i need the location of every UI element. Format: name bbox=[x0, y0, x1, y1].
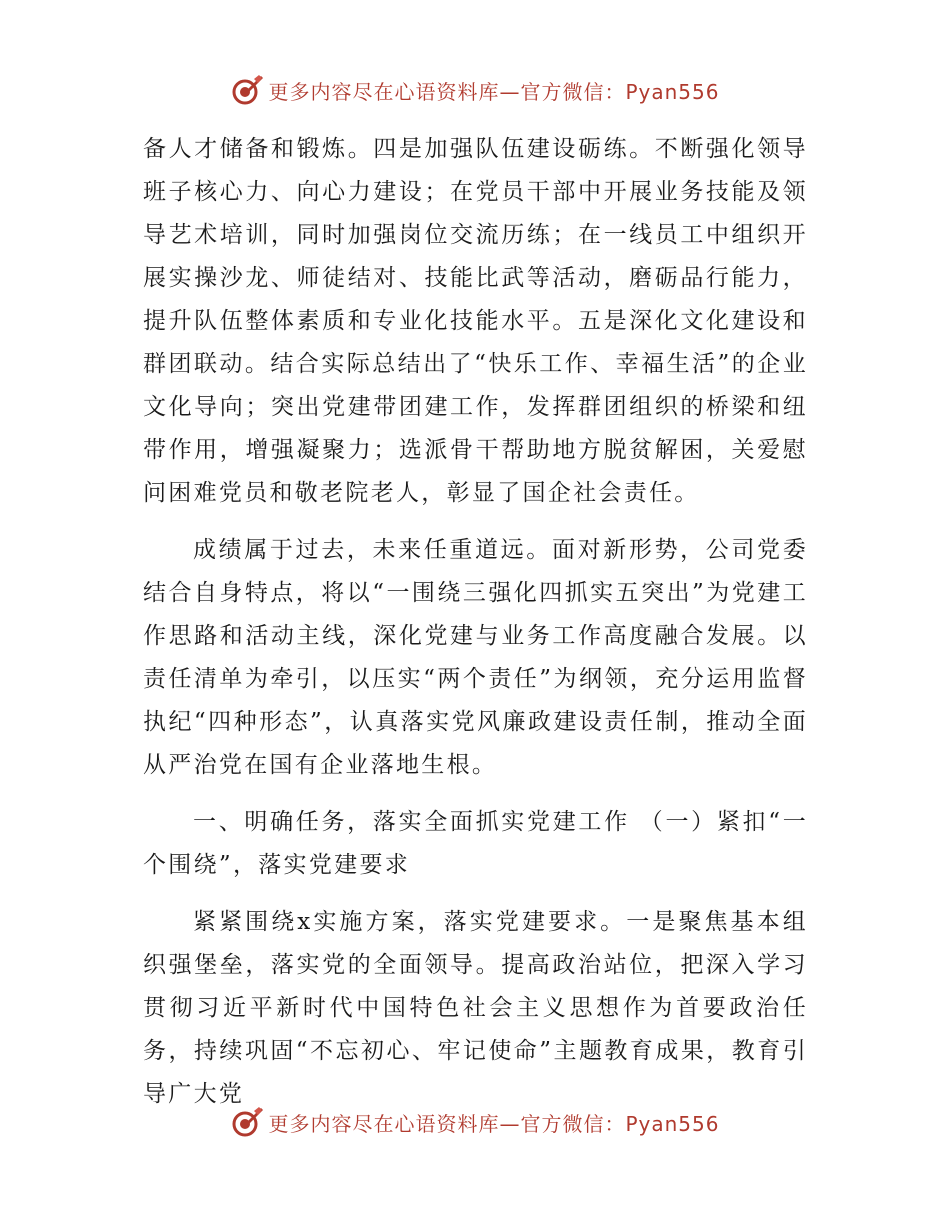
quill-seal-icon bbox=[230, 73, 264, 107]
section-heading: 一、明确任务，落实全面抓实党建工作 （一）紧扣“一个围绕”，落实党建要求 bbox=[143, 809, 808, 878]
header-watermark-banner bbox=[0, 70, 950, 110]
paragraph: 紧紧围绕x实施方案，落实党建要求。一是聚焦基本组织强堡垒，落实党的全面领导。提高政治站位，把深入学习贯彻习近平新时代中国特色社会主义思想作为首要政治任务，持续巩固“不忘初心、牢记使命”主题教育成果，教育引导广大党 bbox=[143, 909, 808, 1107]
paragraph: 成绩属于过去，未来任重道远。面对新形势，公司党委结合自身特点，将以“一围绕三强化四抓实五突出”为党建工作思路和活动主线，深化党建与业务工作高度融合发展。以责任清单为牵引，以压实“两个责任”为纲领，充分运用监督执纪“四种形态”，认真落实党风廉政建设责任制，推动全面从严治党在国有企业落地生根。 bbox=[143, 537, 808, 778]
document-body bbox=[143, 128, 808, 1116]
watermark-text: 更多内容尽在心语资料库—官方微信：Pyan556 bbox=[268, 79, 720, 104]
watermark-text: 更多内容尽在心语资料库—官方微信：Pyan556 bbox=[268, 1111, 720, 1136]
paragraph: 备人才储备和锻炼。四是加强队伍建设砺练。不断强化领导班子核心力、向心力建设；在党员干部中开展业务技能及领导艺术培训，同时加强岗位交流历练；在一线员工中组织开展实操沙龙、师徒结对、技能比武等活动，磨砺品行能力，提升队伍整体素质和专业化技能水平。五是深化文化建设和群团联动。结合实际总结出了“快乐工作、幸福生活”的企业文化导向；突出党建带团建工作，发挥群团组织的桥梁和纽带作用，增强凝聚力；选派骨干帮助地方脱贫解困，关爱慰问困难党员和敬老院老人，彰显了国企社会责任。 bbox=[143, 136, 808, 506]
quill-seal-icon bbox=[230, 1105, 264, 1139]
footer-watermark-banner bbox=[0, 1102, 950, 1142]
